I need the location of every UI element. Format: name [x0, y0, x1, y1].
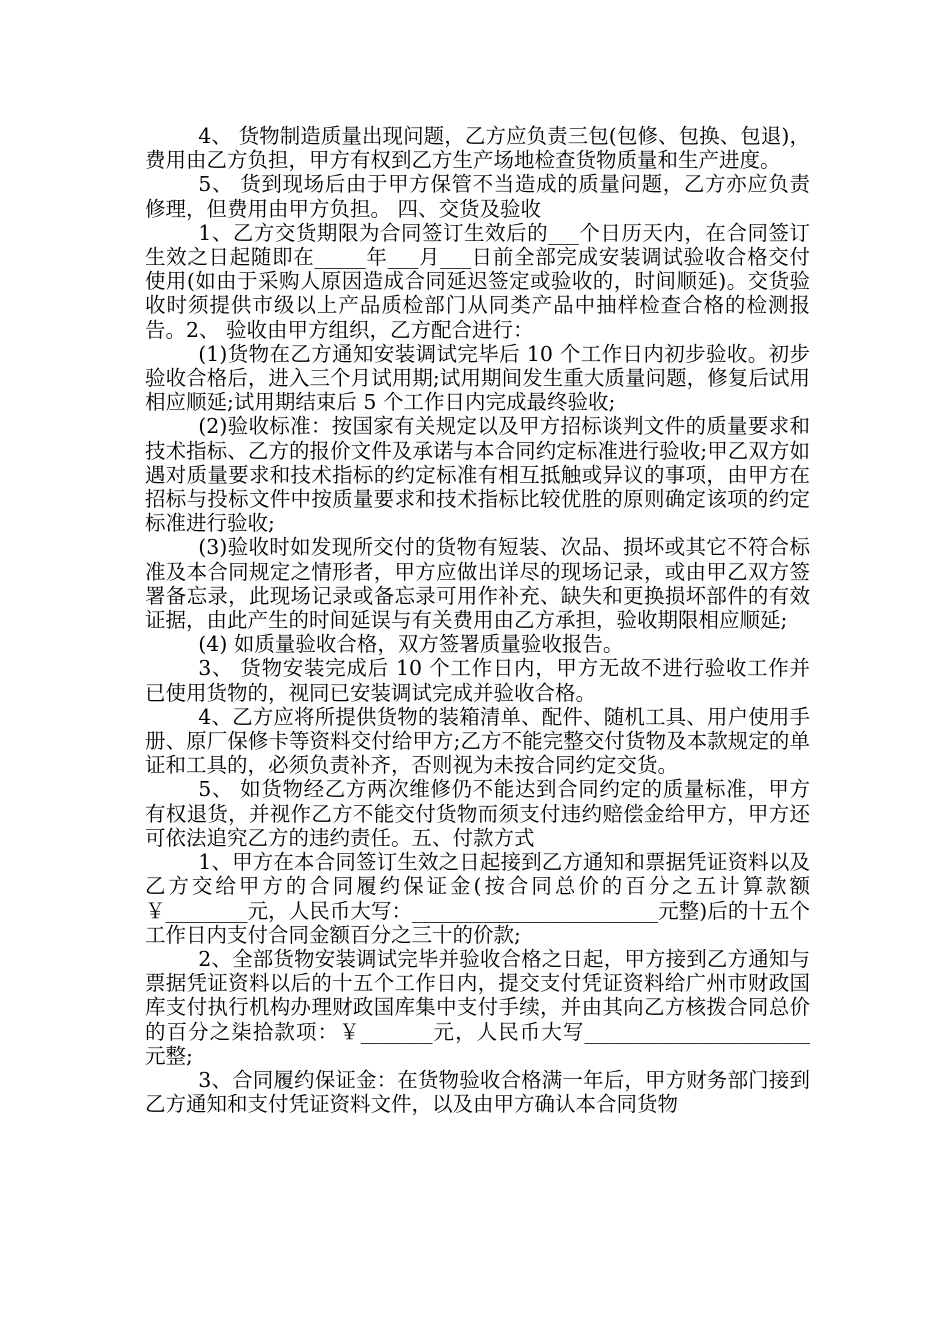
document-body: [145, 124, 810, 1116]
paragraph-acceptance-3: (3)验收时如发现所交付的货物有短装、次品、损坏或其它不符合标准及本合同规定之情形者，甲方应做出详尽的现场记录，或由甲乙双方签署备忘录，此现场记录或备忘录可用作补充、缺失和更换损坏部件的有效证据，由此产生的时间延误与有关费用由乙方承担，验收期限相应顺延;: [145, 535, 810, 633]
paragraph-acceptance-4: (4) 如质量验收合格，双方签署质量验收报告。: [198, 632, 624, 657]
paragraph-payment-3: 3、合同履约保证金：在货物验收合格满一年后，甲方财务部门接到乙方通知和支付凭证资料文件，以及由甲方确认本合同货物: [145, 1067, 810, 1117]
paragraph-quality-warranty: 4、 货物制造质量出现问题，乙方应负责三包(包修、包换、包退)，费用由乙方负担，甲方有权到乙方生产场地检查货物质量和生产进度。: [145, 124, 810, 173]
paragraph-deemed-acceptance: 3、 货物安装完成后 10 个工作日内，甲方无故不进行验收工作并已使用货物的，视同已安装调试完成并验收合格。: [145, 656, 810, 705]
paragraph-delivery-deadline: 1、乙方交货期限为合同签订生效后的___个日历天内，在合同签订生效之日起随即在_____年___月___日前全部完成安装调试验收合格交付使用(如由于采购人原因造成合同延迟签定或验收的，时间顺延)。交货验收时须提供市级以上产品质检部门从同类产品中抽样检查合格的检测报告。2、 验收由甲方组织，乙方配合进行：: [145, 220, 810, 342]
paragraph-return-goods: 5、 如货物经乙方两次维修仍不能达到合同约定的质量标准，甲方有权退货，并视作乙方不能交付货物而须支付违约赔偿金给甲方，甲方还可依法追究乙方的违约责任。五、付款方式: [145, 777, 810, 850]
paragraph-payment-1: 1、甲方在本合同签订生效之日起接到乙方通知和票据凭证资料以及乙方交给甲方的合同履约保证金(按合同总价的百分之五计算款额￥________元，人民币大写：________________________元整)后的十五个工作日内支付合同金额百分之三十的价款;: [145, 850, 810, 947]
paragraph-acceptance-2: (2)验收标准：按国家有关规定以及甲方招标谈判文件的质量要求和技术指标、乙方的报价文件及承诺与本合同约定标准进行验收;甲乙双方如遇对质量要求和技术指标的约定标准有相互抵触或异议的事项，由甲方在招标与投标文件中按质量要求和技术指标比较优胜的原则确定该项的约定标准进行验收;: [145, 414, 810, 536]
paragraph-storage-damage: 5、 货到现场后由于甲方保管不当造成的质量问题，乙方亦应负责修理，但费用由甲方负担。 四、交货及验收: [145, 172, 810, 221]
paragraph-documents: 4、乙方应将所提供货物的装箱清单、配件、随机工具、用户使用手册、原厂保修卡等资料交付给甲方;乙方不能完整交付货物及本款规定的单证和工具的，必须负责补齐，否则视为未按合同约定交货。: [145, 704, 810, 778]
paragraph-payment-2: 2、全部货物安装调试完毕并验收合格之日起，甲方接到乙方通知与票据凭证资料以后的十五个工作日内，提交支付凭证资料给广州市财政国库支付执行机构办理财政国库集中支付手续，并由其向乙方核拨合同总价的百分之柒拾款项：￥_______元，人民币大写______________________元整;: [145, 946, 810, 1068]
paragraph-acceptance-1: (1)货物在乙方通知安装调试完毕后 10 个工作日内初步验收。初步验收合格后，进入三个月试用期;试用期间发生重大质量问题，修复后试用相应顺延;试用期结束后 5 个工作日内完成最终验收;: [145, 341, 810, 415]
